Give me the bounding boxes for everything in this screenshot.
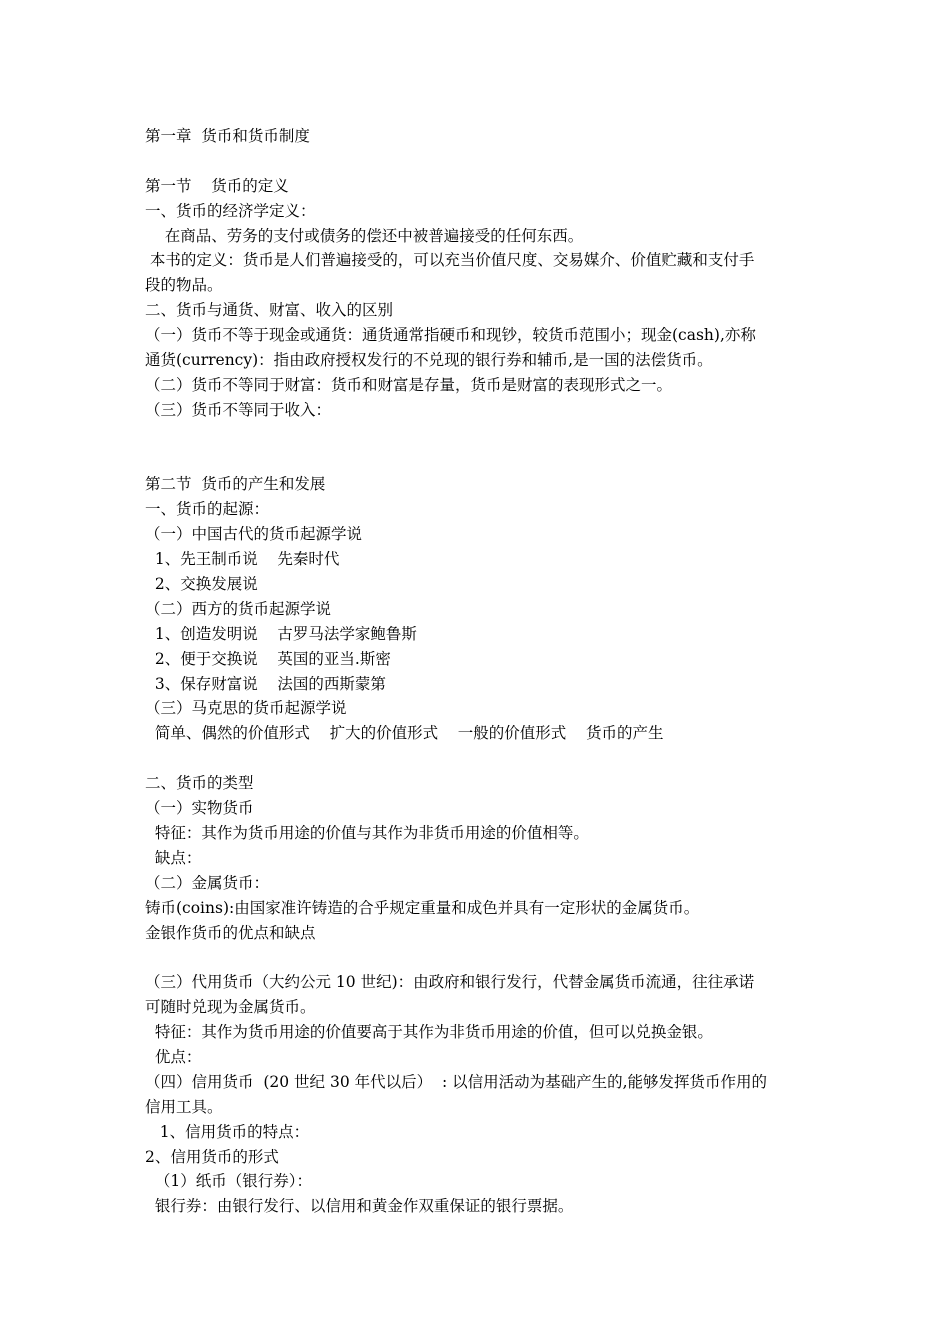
text-line: 信用工具。 [145, 1097, 223, 1116]
text-line: 银行券：由银行发行、以信用和黄金作双重保证的银行票据。 [145, 1197, 574, 1216]
text-line: 1、创造发明说 古罗马法学家鲍鲁斯 [145, 624, 417, 643]
text-line: 通货(currency)：指由政府授权发行的不兑现的银行券和辅币,是一国的法偿货币。 [145, 351, 713, 370]
text-line: 1、信用货币的特点： [145, 1122, 310, 1141]
text-line: 铸币(coins):由国家准许铸造的合乎规定重量和成色并具有一定形状的金属货币。 [145, 898, 700, 917]
text-line: （一）货币不等于现金或通货：通货通常指硬币和现钞，较货币范围小；现金(cash),亦称 [145, 326, 756, 345]
text-line: （三）代用货币（大约公元 10 世纪)：由政府和银行发行，代替金属货币流通，往往承诺 [145, 973, 755, 992]
text-line: 特征：其作为货币用途的价值要高于其作为非货币用途的价值，但可以兑换金银。 [145, 1023, 713, 1042]
text-line: 3、保存财富说 法国的西斯蒙第 [145, 674, 386, 693]
text-line: 在商品、劳务的支付或债务的偿还中被普遍接受的任何东西。 [145, 226, 584, 245]
text-line: 第二节 货币的产生和发展 [145, 475, 326, 494]
text-line: 二、货币的类型 [145, 774, 254, 793]
text-line: 二、货币与通货、财富、收入的区别 [145, 301, 394, 320]
blank-line [145, 423, 810, 448]
text-line: 一、货币的经济学定义： [145, 201, 316, 220]
blank-line [145, 746, 810, 771]
text-line: （三）货币不等同于收入： [145, 400, 332, 419]
text-line: 1、先王制币说 先秦时代 [145, 550, 340, 569]
text-line: 2、交换发展说 [145, 575, 258, 594]
blank-line [145, 945, 810, 970]
text-line: 优点： [145, 1047, 202, 1066]
text-line: 特征：其作为货币用途的价值与其作为非货币用途的价值相等。 [145, 823, 589, 842]
text-line: （四）信用货币 (20 世纪 30 年代以后） : 以信用活动为基础产生的,能够发挥货币作用的 [145, 1072, 768, 1091]
text-line: （二）货币不等同于财富：货币和财富是存量，货币是财富的表现形式之一。 [145, 375, 673, 394]
blank-line [145, 448, 810, 473]
text-line: 2、便于交换说 英国的亚当.斯密 [145, 649, 391, 668]
text-line: 本书的定义：货币是人们普遍接受的，可以充当价值尺度、交易媒介、价值贮藏和支付手 [145, 251, 755, 270]
text-line: 可随时兑现为金属货币。 [145, 998, 316, 1017]
text-line: 第一章 货币和货币制度 [145, 127, 310, 145]
blank-line [145, 149, 810, 174]
text-line: 缺点： [145, 848, 202, 867]
text-line: 金银作货币的优点和缺点 [145, 923, 316, 942]
text-line: 段的物品。 [145, 276, 223, 295]
text-line: 简单、偶然的价值形式 扩大的价值形式 一般的价值形式 货币的产生 [145, 724, 664, 743]
text-line: （三）马克思的货币起源学说 [145, 699, 347, 718]
text-line: （二）西方的货币起源学说 [145, 599, 332, 618]
document-body [145, 124, 810, 1219]
text-line: 第一节 货币的定义 [145, 176, 289, 195]
text-line: （二）金属货币： [145, 873, 270, 892]
text-line: （一）中国古代的货币起源学说 [145, 525, 363, 544]
text-line: （1）纸币（银行券）： [145, 1172, 312, 1191]
text-line: 一、货币的起源： [145, 500, 270, 519]
text-line: （一）实物货币 [145, 799, 254, 818]
text-line: 2、信用货币的形式 [145, 1147, 279, 1166]
